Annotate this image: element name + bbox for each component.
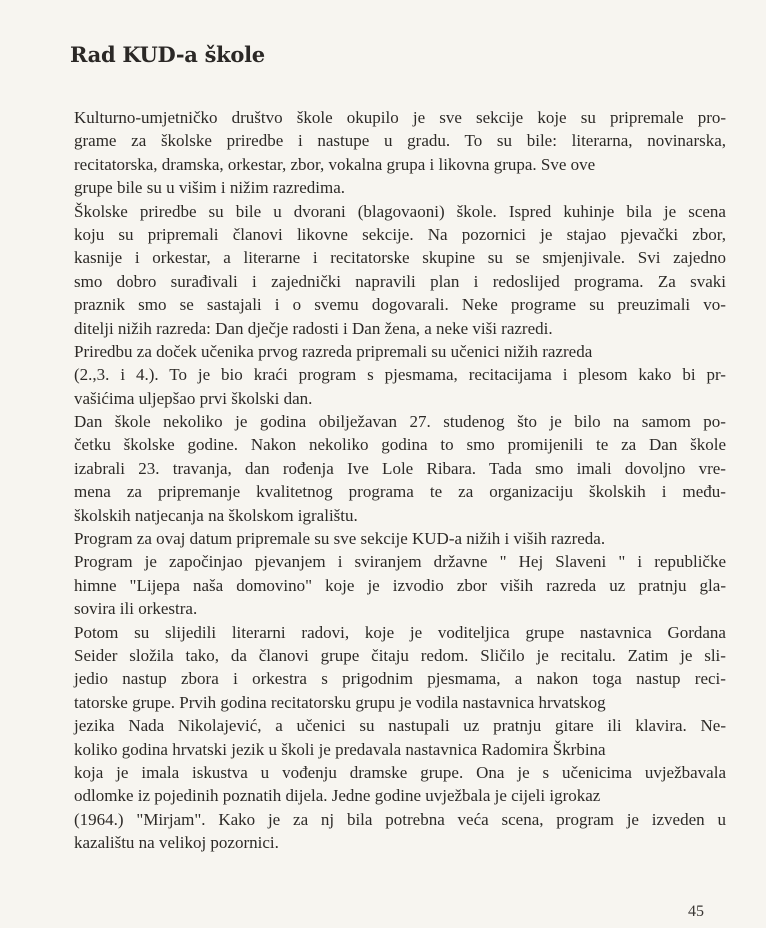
- text-line: Priredbu za doček učenika prvog razreda pripremali su učenici nižih razreda: [74, 341, 593, 361]
- text-line: Dan škole nekoliko je godina obilježavan 27. studenog što je bilo na samom po-: [74, 412, 726, 432]
- text-line: (2.,3. i 4.). To je bio kraći program s pjesmama, recitacijama i plesom kako bi pr-: [74, 365, 726, 385]
- text-line: ditelji nižih razreda: Dan dječje radosti i Dan žena, a neke viši razredi.: [74, 318, 553, 338]
- text-line: koliko godina hrvatski jezik u školi je predavala nastavnica Radomira Škrbina: [74, 739, 606, 759]
- text-line: praznik smo se sastajali i o svemu dogovarali. Neke programe su preuzimali vo-: [74, 295, 726, 315]
- text-line: izabrali 23. travanja, dan rođenja Ive Lole Ribara. Tada smo imali dovoljno vre-: [74, 458, 726, 478]
- text-line: vašićima uljepšao prvi školski dan.: [74, 388, 313, 408]
- text-line: grame za školske priredbe i nastupe u gradu. To su bile: literarna, novinarska,: [74, 131, 727, 151]
- text-line: Kulturno-umjetničko društvo škole okupilo je sve sekcije koje su pripremale pro-: [74, 108, 727, 127]
- text-line: Školske priredbe su bile u dvorani (blagovaoni) škole. Ispred kuhinje bila je scena: [74, 201, 726, 221]
- text-line: Program je započinjao pjevanjem i sviranjem državne " Hej Slaveni " i republičke: [74, 552, 727, 572]
- text-line: kasnije i orkestar, a literarne i recitatorske skupine su se smjenjivale. Svi zajedno: [74, 248, 726, 268]
- text-line: koja je imala iskustva u vođenju dramske grupe. Ona je s učenicima uvježbavala: [74, 762, 726, 782]
- text-line: smo dobro surađivali i zajednički napravili plan i redoslijed programa. Za svaki: [74, 271, 727, 291]
- text-line: Program za ovaj datum pripremale su sve sekcije KUD-a nižih i viših razreda.: [74, 529, 606, 549]
- page-number: 45: [688, 903, 704, 920]
- text-line: jezika Nada Nikolajević, a učenici su nastupali uz pratnju gitare ili klavira. Ne-: [74, 716, 727, 736]
- text-line: četku školske godine. Nakon nekoliko godina to smo promijenili te za Dan škole: [74, 435, 727, 455]
- text-line: tatorske grupe. Prvih godina recitatorsku grupu je vodila nastavnica hrvatskog: [74, 692, 606, 712]
- text-line: kazalištu na velikoj pozornici.: [74, 833, 279, 853]
- text-line: odlomke iz pojedinih poznatih dijela. Jedne godine uvježbala je cijeli igrokaz: [74, 786, 601, 806]
- text-line: himne "Lijepa naša domovino" koje je izvodio zbor viših razreda uz pratnju gla-: [74, 575, 726, 595]
- text-line: Potom su slijedili literarni radovi, koje je voditeljica grupe nastavnica Gordana: [74, 622, 726, 642]
- text-line: Seider složila tako, da članovi grupe čitaju redom. Sličilo je recitalu. Zatim je sli-: [74, 645, 726, 665]
- text-line: jedio nastup zbora i orkestra s prigodnim pjesmama, a nakon toga nastup reci-: [74, 669, 726, 689]
- text-line: recitatorska, dramska, orkestar, zbor, vokalna grupa i likovna grupa. Sve ove: [74, 154, 596, 174]
- text-line: sovira ili orkestra.: [74, 599, 198, 619]
- text-line: koju su pripremali članovi likovne sekcije. Na pozornici je stajao pjevački zbor,: [74, 224, 727, 244]
- page-title: Rad KUD-a škole: [70, 42, 265, 67]
- text-line: mena za pripremanje kvalitetnog programa te za organizaciju školskih i među-: [74, 482, 726, 502]
- text-line: grupe bile su u višim i nižim razredima.: [74, 178, 345, 198]
- text-line: (1964.) "Mirjam". Kako je za nj bila potrebna veća scena, program je izveden u: [74, 809, 726, 829]
- text-line: školskih natjecanja na školskom igralištu.: [74, 505, 358, 525]
- body-text: [74, 106, 726, 855]
